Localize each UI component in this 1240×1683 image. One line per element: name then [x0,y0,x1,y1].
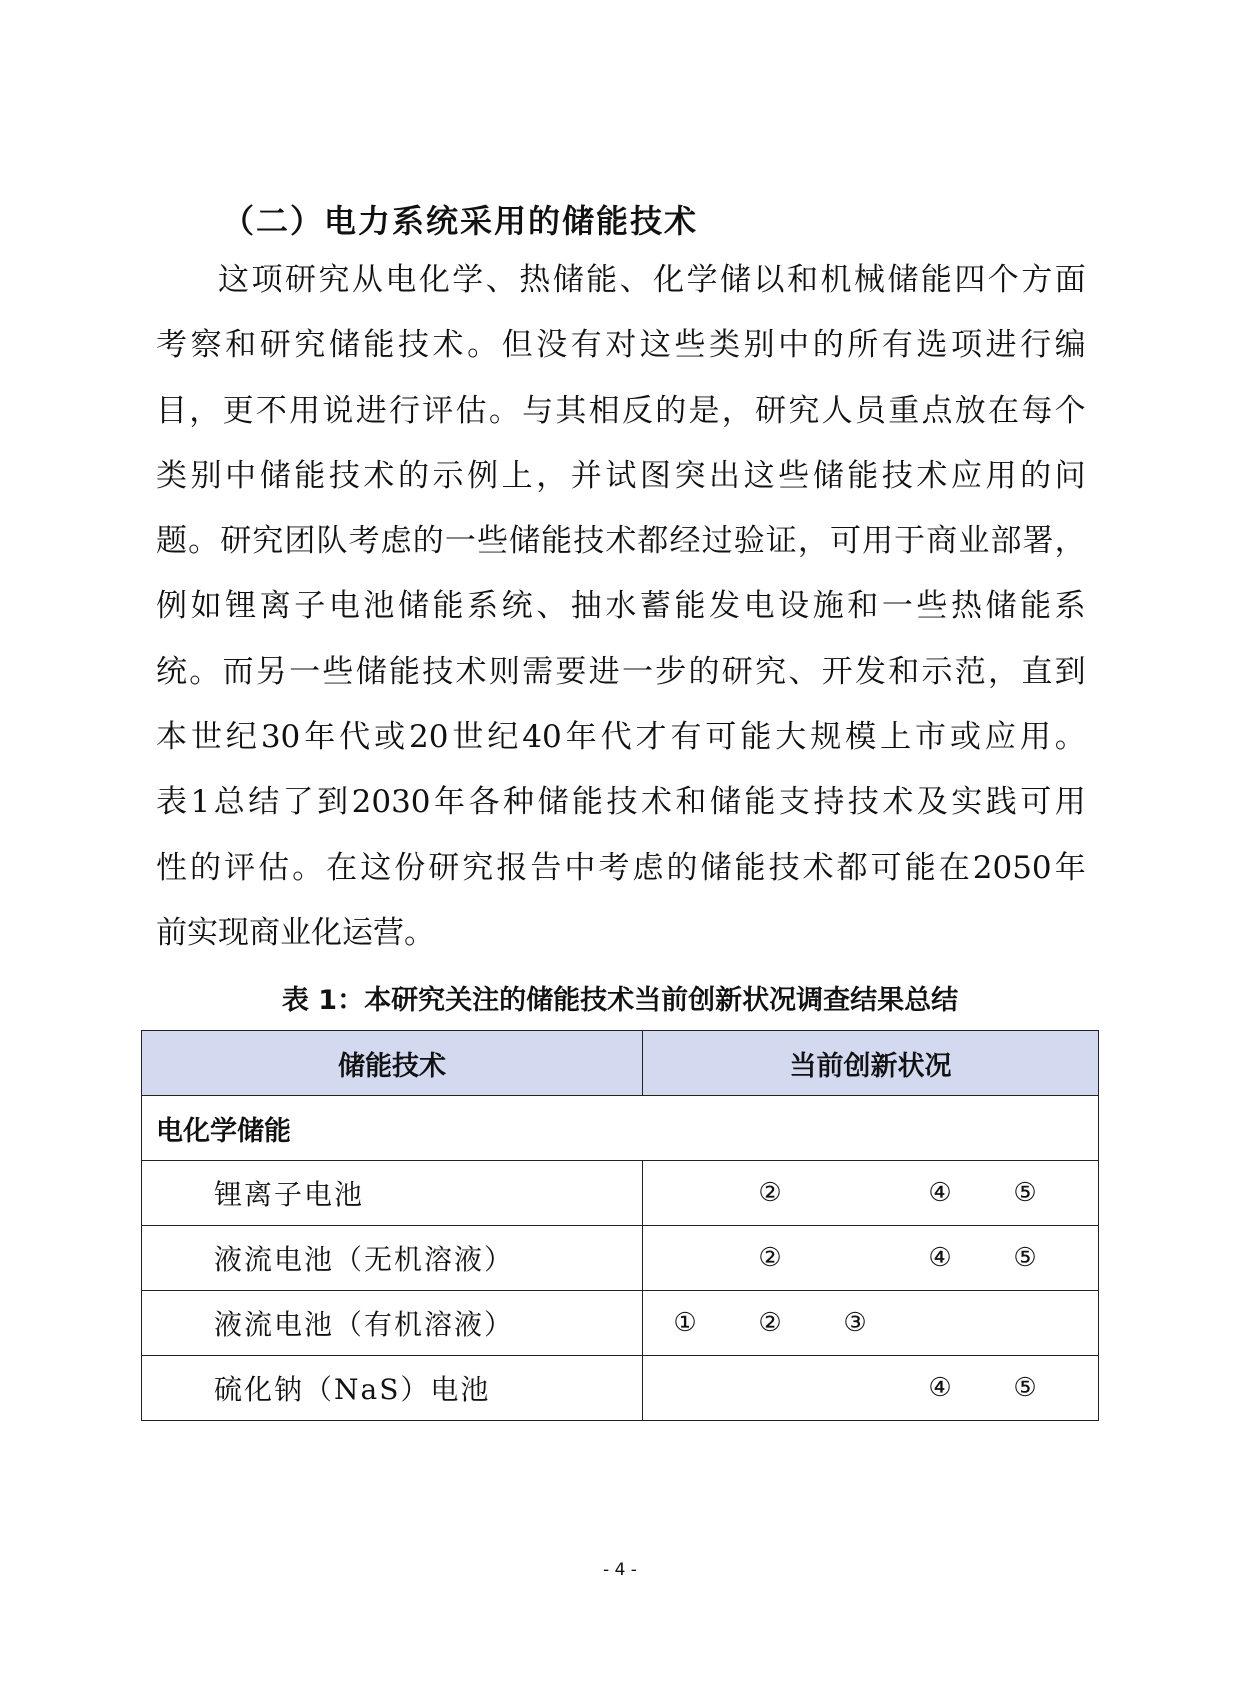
paragraph-line: 例 如 锂 离 子 电 池 储 能 系 统 、 抽 水 蓄 能 发 电 设 施 和 一 些 热 储 能 系 [156,588,1086,625]
paragraph-line: 性 的 评 估 。 在 这 份 研 究 报 告 中 考 虑 的 储 能 技 术 都 可 能 在 2050 年 [156,849,1086,886]
status-marks [643,1226,1099,1291]
paragraph-line: 目 ， 更 不 用 说 进 行 评 估 。 与 其 相 反 的 是 ， 研 究 人 员 重 点 放 在 每 个 [156,392,1086,429]
paragraph-line: 这 项 研 究 从 电 化 学 、 热 储 能 、 化 学 储 以 和 机 械 储 能 四 个 方 面 [218,262,1086,298]
status-mark: ⑤ [1013,1178,1037,1208]
paragraph-line: 前实现商业化运营。 [156,914,435,951]
paragraph-line: 类 别 中 储 能 技 术 的 示 例 上 ， 并 试 图 突 出 这 些 储 能 技 术 应 用 的 问 [156,457,1086,494]
status-mark: ② [758,1178,782,1208]
paragraph-line: 本 世 纪 30 年 代 或 20 世 纪 40 年 代 才 有 可 能 大 规 模 上 市 或 应 用 。 [156,719,1086,756]
category-label: 电化学储能 [142,1096,1099,1161]
status-mark: ① [673,1308,697,1338]
status-mark: ④ [928,1373,952,1403]
body-paragraph [156,248,1086,966]
status-marks [643,1291,1099,1356]
paragraph-line: 统 。 而 另 一 些 储 能 技 术 则 需 要 进 一 步 的 研 究 、 开 发 和 示 范 ， 直 到 [156,653,1086,690]
tech-name: 液流电池（有机溶液） [142,1291,643,1356]
section-heading: （二）电力系统采用的储能技术 [222,202,699,240]
storage-tech-table [141,1030,1099,1421]
status-mark: ⑤ [1013,1373,1037,1403]
category-row [142,1096,1099,1161]
table-header-row [142,1031,1099,1096]
table-row [142,1356,1099,1421]
status-marks [643,1161,1099,1226]
tech-name: 锂离子电池 [142,1161,643,1226]
table-row [142,1226,1099,1291]
page-number: - 4 - [603,1560,637,1580]
status-mark: ④ [928,1243,952,1273]
header-storage-tech: 储能技术 [142,1031,643,1096]
paragraph-line: 考 察 和 研 究 储 能 技 术 。 但 没 有 对 这 些 类 别 中 的 所 有 选 项 进 行 编 [156,327,1086,364]
paragraph-line: 题 。 研 究 团 队 考 虑 的 一 些 储 能 技 术 都 经 过 验 证 ， 可 用 于 商 业 部 署 ， [156,523,1086,560]
status-marks [643,1356,1099,1421]
paragraph-line: 表 1 总 结 了 到 2030 年 各 种 储 能 技 术 和 储 能 支 持 技 术 及 实 践 可 用 [156,784,1086,821]
status-mark: ② [758,1308,782,1338]
header-innovation-status: 当前创新状况 [643,1031,1099,1096]
table-caption: 表 1：本研究关注的储能技术当前创新状况调查结果总结 [281,985,959,1016]
status-mark: ④ [928,1178,952,1208]
status-mark: ③ [843,1308,867,1338]
status-mark: ② [758,1243,782,1273]
status-mark: ⑤ [1013,1243,1037,1273]
tech-name: 硫化钠（NaS）电池 [142,1356,643,1421]
table-row [142,1291,1099,1356]
tech-name: 液流电池（无机溶液） [142,1226,643,1291]
table-row [142,1161,1099,1226]
